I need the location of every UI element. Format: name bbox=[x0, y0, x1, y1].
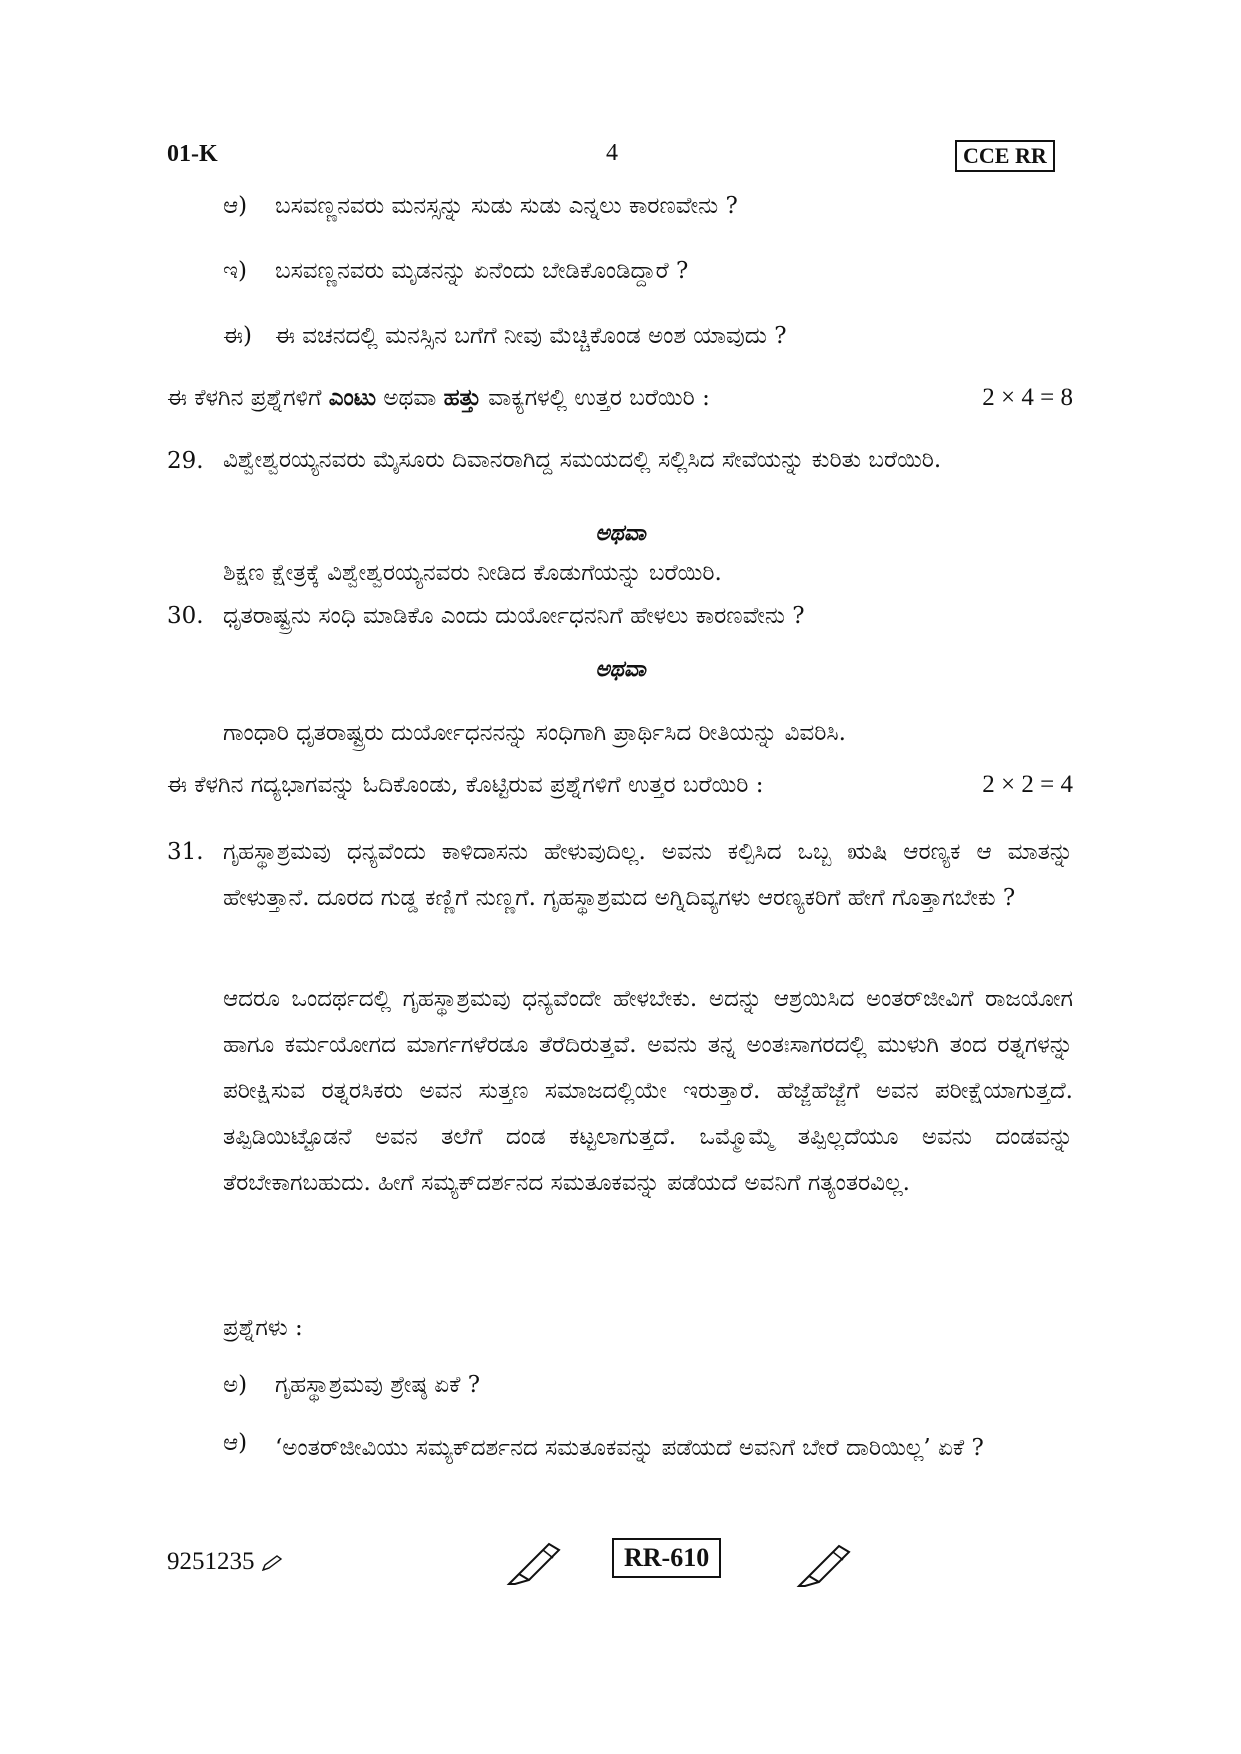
sub-label: ಅ) bbox=[223, 1372, 248, 1398]
sub-text: ಈ ವಚನದಲ್ಲಿ ಮನಸ್ಸಿನ ಬಗೆಗೆ ನೀವು ಮೆಚ್ಚಿಕೊಂಡ ಅಂಶ ಯಾವುದು ? bbox=[275, 323, 787, 349]
q31-passage-para-1: ಗೃಹಸ್ಥಾಶ್ರಮವು ಧನ್ಯವೆಂದು ಕಾಳಿದಾಸನು ಹೇಳುವುದಿಲ್ಲ. ಅವನು ಕಲ್ಪಿಸಿದ ಒಬ್ಬ ಋಷಿ ಆರಣ್ಯಕ ಆ ಮಾತನ್ನು ಹೇಳುತ್ತಾನೆ. ದೂರದ ಗುಡ್ಡ ಕಣ್ಣಿಗೆ ನುಣ್ಣಗೆ. ಗೃಹಸ್ಥಾಶ್ರಮದ ಅಗ್ನಿದಿವ್ಯಗಳು ಆರಣ್ಯಕರಿಗೆ ಹೇಗೆ ಗೊತ್ತಾಗಬೇಕು ? bbox=[223, 839, 1073, 911]
pencil-icon bbox=[261, 1554, 283, 1572]
q30-alternative: ಗಾಂಧಾರಿ ಧೃತರಾಷ್ಟ್ರರು ದುರ್ಯೋಧನನನ್ನು ಸಂಧಿಗಾಗಿ ಪ್ರಾರ್ಥಿಸಿದ ರೀತಿಯನ್ನು ವಿವರಿಸಿ. bbox=[223, 720, 846, 746]
instruction-bold-eight: ಎಂಟು bbox=[328, 384, 377, 411]
sub-text: ಗೃಹಸ್ಥಾಶ್ರಮವು ಶ್ರೇಷ್ಠ ಏಕೆ ? bbox=[275, 1372, 481, 1398]
questions-label: ಪ್ರಶ್ನೆಗಳು : bbox=[223, 1315, 303, 1341]
serial-number: 9251235 bbox=[167, 1548, 255, 1575]
q31-number: 31. bbox=[167, 839, 204, 865]
instruction-text: ವಾಕ್ಯಗಳಲ್ಲಿ ಉತ್ತರ ಬರೆಯಿರಿ : bbox=[481, 385, 710, 411]
q31-passage-para-2: ಆದರೂ ಒಂದರ್ಥದಲ್ಲಿ ಗೃಹಸ್ಥಾಶ್ರಮವು ಧನ್ಯವೆಂದೇ ಹೇಳಬೇಕು. ಅದನ್ನು ಆಶ್ರಯಿಸಿದ ಅಂತರ್‌ಜೀವಿಗೆ ರಾಜಯೋಗ ಹಾಗೂ ಕರ್ಮಯೋಗದ ಮಾರ್ಗಗಳೆರಡೂ ತೆರೆದಿರುತ್ತವೆ. ಅವನು ತನ್ನ ಅಂತಃಸಾಗರದಲ್ಲಿ ಮುಳುಗಿ ತಂದ ರತ್ನಗಳನ್ನು ಪರೀಕ್ಷಿಸುವ ರತ್ನರಸಿಕರು ಅವನ ಸುತ್ತಣ ಸಮಾಜದಲ್ಲಿಯೇ ಇರುತ್ತಾರೆ. ಹೆಜ್ಜೆಹೆಜ್ಜೆಗೆ ಅವನ ಪರೀಕ್ಷೆಯಾಗುತ್ತದೆ. ತಪ್ಪಿಡಿಯಿಟ್ಟೊಡನೆ ಅವನ ತಲೆಗೆ ದಂಡ ಕಟ್ಟಲಾಗುತ್ತದೆ. ಒಮ್ಮೊಮ್ಮೆ ತಪ್ಪಿಲ್ಲದೆಯೂ ಅವನು ದಂಡವನ್ನು ತೆರಬೇಕಾಗಬಹುದು. ಹೀಗೆ ಸಮ್ಯಕ್‌ದರ್ಶನದ ಸಮತೂಕವನ್ನು ಪಡೆಯದೆ ಅವನಿಗೆ ಗತ್ಯಂತರವಿಲ್ಲ. bbox=[223, 986, 1073, 1196]
section-instruction-1 bbox=[167, 380, 1073, 416]
footer-code-box: RR-610 bbox=[612, 1538, 721, 1578]
sub-label: ಆ) bbox=[223, 193, 248, 219]
q28-sub-ii bbox=[223, 318, 787, 354]
q30-number: 30. bbox=[167, 603, 204, 629]
sub-text: ಬಸವಣ್ಣನವರು ಮೃಡನನ್ನು ಏನೆಂದು ಬೇಡಿಕೊಂಡಿದ್ದಾರೆ ? bbox=[275, 258, 689, 284]
instruction-bold-ten: ಹತ್ತು bbox=[443, 384, 481, 411]
q29-text: ವಿಶ್ವೇಶ್ವರಯ್ಯನವರು ಮೈಸೂರು ದಿವಾನರಾಗಿದ್ದ ಸಮಯದಲ್ಲಿ ಸಲ್ಲಿಸಿದ ಸೇವೆಯನ್ನು ಕುರಿತು ಬರೆಯಿರಿ. bbox=[223, 447, 942, 473]
q28-sub-aa bbox=[223, 188, 738, 224]
instruction-text: ಅಥವಾ bbox=[376, 385, 444, 411]
q28-sub-i bbox=[223, 253, 688, 289]
q29-alternative: ಶಿಕ್ಷಣ ಕ್ಷೇತ್ರಕ್ಕೆ ವಿಶ್ವೇಶ್ವರಯ್ಯನವರು ನೀಡಿದ ಕೊಡುಗೆಯನ್ನು ಬರೆಯಿರಿ. bbox=[223, 560, 722, 586]
sub-label: ಈ) bbox=[223, 323, 252, 349]
instruction-text: ಈ ಕೆಳಗಿನ ಗದ್ಯಭಾಗವನ್ನು ಓದಿಕೊಂಡು, ಕೊಟ್ಟಿರುವ ಪ್ರಶ್ನೆಗಳಿಗೆ ಉತ್ತರ ಬರೆಯಿರಿ : bbox=[167, 772, 764, 798]
fountain-pen-icon-right bbox=[795, 1540, 855, 1590]
sub-text: ಬಸವಣ್ಣನವರು ಮನಸ್ಸನ್ನು ಸುಡು ಸುಡು ಎನ್ನಲು ಕಾರಣವೇನು ? bbox=[275, 193, 738, 219]
sub-text: ‘ಅಂತರ್‌ಜೀವಿಯು ಸಮ್ಯಕ್‌ದರ್ಶನದ ಸಮತೂಕವನ್ನು ಪಡೆಯದೆ ಅವನಿಗೆ ಬೇರೆ ದಾರಿಯಿಲ್ಲ’ ಏಕೆ ? bbox=[275, 1435, 984, 1461]
or-divider: ಅಥವಾ bbox=[595, 520, 646, 546]
instruction-text: ಈ ಕೆಳಗಿನ ಪ್ರಶ್ನೆಗಳಿಗೆ bbox=[167, 385, 329, 411]
footer-serial bbox=[167, 1548, 283, 1576]
q31-sub-a bbox=[223, 1367, 480, 1403]
fountain-pen-icon-left bbox=[505, 1538, 565, 1588]
q29-number: 29. bbox=[167, 448, 204, 474]
q30-text: ಧೃತರಾಷ್ಟ್ರನು ಸಂಧಿ ಮಾಡಿಕೊ ಎಂದು ದುರ್ಯೋಧನನಿಗೆ ಹೇಳಲು ಕಾರಣವೇನು ? bbox=[223, 603, 805, 629]
section-instruction-2 bbox=[167, 767, 1073, 803]
or-divider: ಅಥವಾ bbox=[595, 656, 646, 682]
paper-code: 01-K bbox=[167, 141, 218, 167]
marks-section-2: 2 × 2 = 4 bbox=[982, 771, 1073, 798]
sub-label: ಇ) bbox=[223, 258, 247, 284]
page-number: 4 bbox=[606, 140, 618, 166]
marks-section-1: 2 × 4 = 8 bbox=[982, 384, 1073, 411]
q31-sub-aa bbox=[223, 1425, 1073, 1471]
exam-tag: CCE RR bbox=[955, 140, 1055, 172]
sub-label: ಆ) bbox=[223, 1430, 248, 1456]
